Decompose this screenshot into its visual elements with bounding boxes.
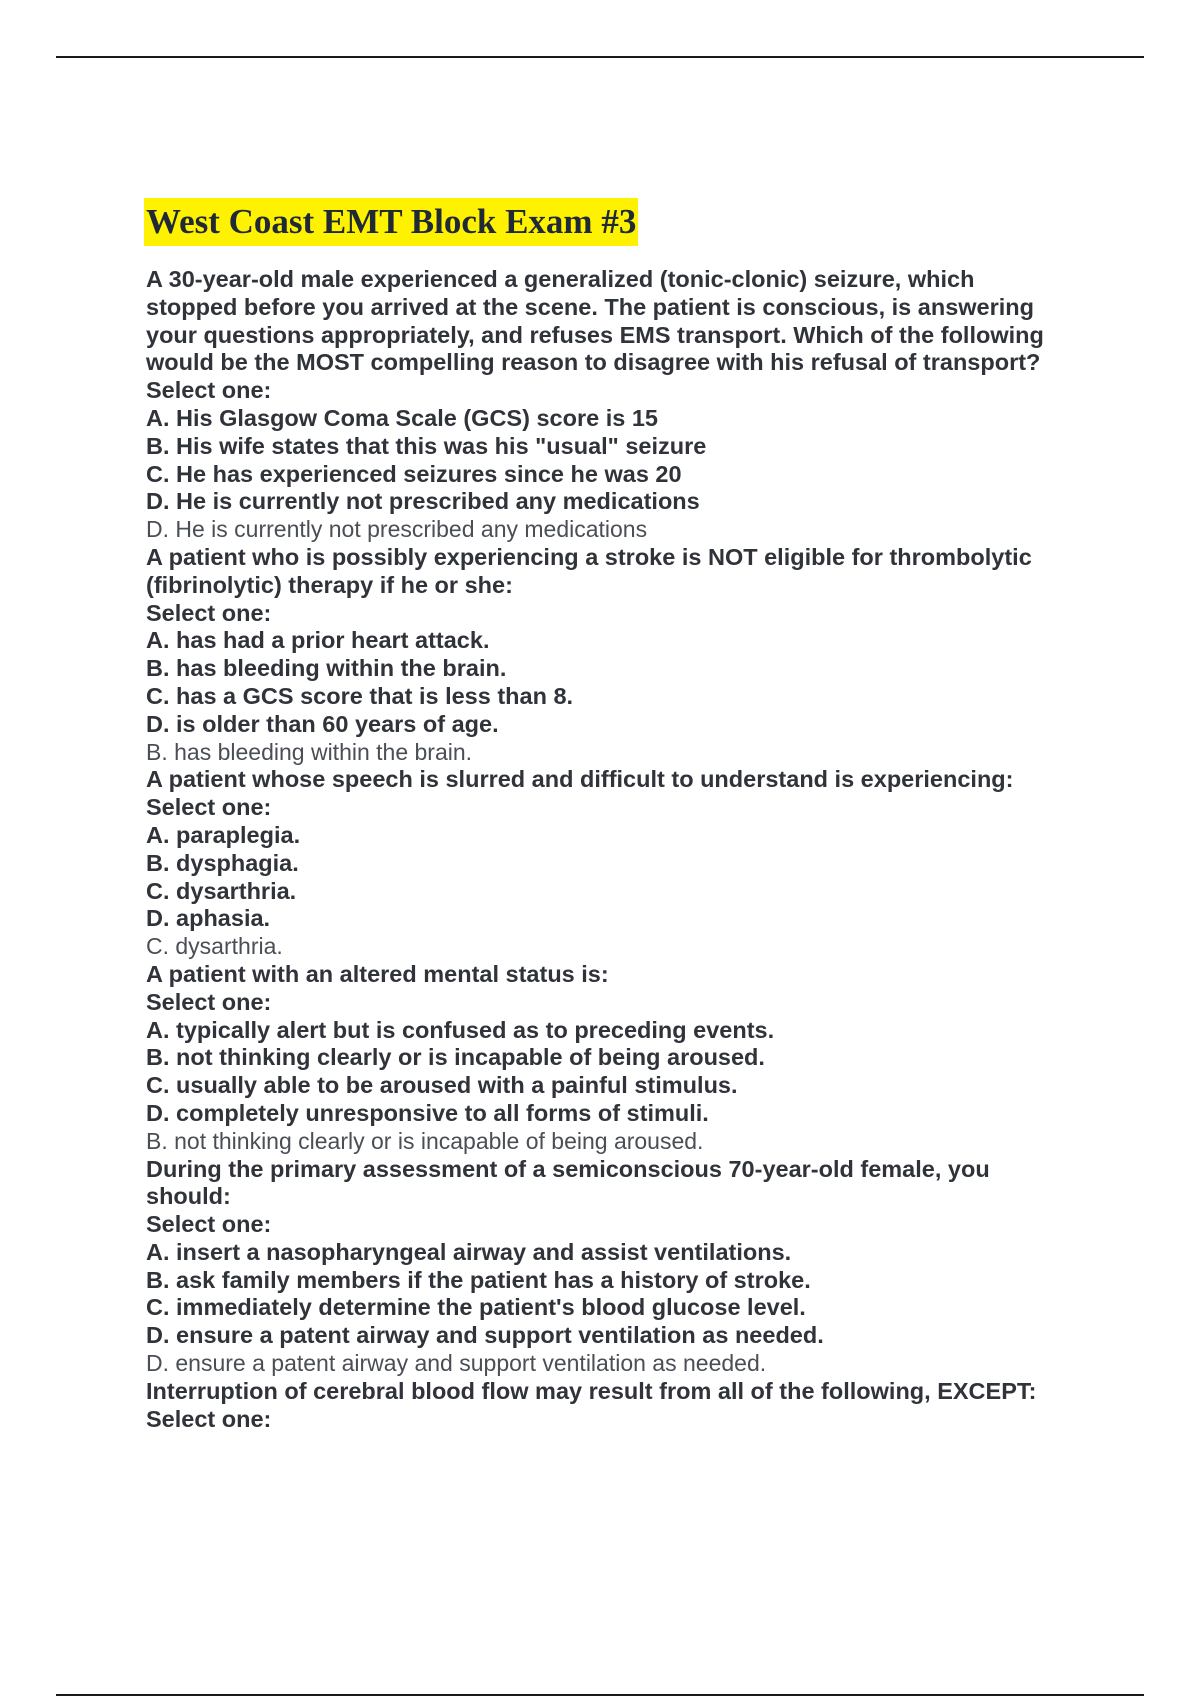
option-b: B. dysphagia. [146,849,299,876]
select-one-label: Select one: [146,1211,272,1238]
select-one-label: Select one: [146,794,272,821]
option-b: B. not thinking clearly or is incapable of being aroused. [146,1044,765,1071]
answer-text: D. He is currently not prescribed any medications [146,516,648,543]
option-d: D. is older than 60 years of age. [146,710,499,737]
question-stem-line: During the primary assessment of a semiconscious 70-year-old female, you [146,1155,990,1182]
question-stem-line: A patient who is possibly experiencing a stroke is NOT eligible for thrombolytic [146,543,1032,570]
option-a: A. typically alert but is confused as to preceding events. [146,1016,775,1043]
question-stem-line: should: [146,1183,231,1210]
answer-text: B. not thinking clearly or is incapable of being aroused. [146,1127,704,1154]
top-rule [56,56,1144,58]
question-2 [146,544,1086,766]
select-one-label: Select one: [146,377,272,404]
option-b: B. has bleeding within the brain. [146,655,507,682]
question-stem-line: A patient whose speech is slurred and difficult to understand is experiencing: [146,766,1014,793]
question-stem-line: stopped before you arrived at the scene. The patient is conscious, is answering [146,293,1035,320]
option-a: A. paraplegia. [146,821,301,848]
question-stem-line: your questions appropriately, and refuses EMS transport. Which of the following [146,321,1044,348]
answer-text: C. dysarthria. [146,933,283,960]
question-3 [146,766,1086,961]
option-c: C. has a GCS score that is less than 8. [146,682,574,709]
select-one-label: Select one: [146,599,272,626]
question-stem-line: Interruption of cerebral blood flow may result from all of the following, EXCEPT: [146,1377,1037,1404]
option-b: B. His wife states that this was his "usual" seizure [146,432,707,459]
option-a: A. His Glasgow Coma Scale (GCS) score is 15 [146,404,658,431]
question-stem-line: would be the MOST compelling reason to disagree with his refusal of transport? [146,349,1041,376]
question-5 [146,1156,1086,1378]
option-c: C. immediately determine the patient's blood glucose level. [146,1294,806,1321]
answer-text: D. ensure a patent airway and support ventilation as needed. [146,1350,767,1377]
option-a: A. has had a prior heart attack. [146,627,490,654]
option-d: D. ensure a patent airway and support ventilation as needed. [146,1322,824,1349]
question-6 [146,1378,1086,1434]
option-d: D. completely unresponsive to all forms of stimuli. [146,1099,709,1126]
option-d: D. aphasia. [146,905,271,932]
option-b: B. ask family members if the patient has a history of stroke. [146,1266,811,1293]
question-stem-line: A patient with an altered mental status is: [146,960,609,987]
bottom-rule [56,1694,1144,1696]
document-title: West Coast EMT Block Exam #3 [144,198,638,246]
option-a: A. insert a nasopharyngeal airway and assist ventilations. [146,1238,792,1265]
question-stem-line: A 30-year-old male experienced a generalized (tonic-clonic) seizure, which [146,266,975,292]
question-4 [146,961,1086,1156]
select-one-label: Select one: [146,1405,272,1432]
option-c: C. dysarthria. [146,877,297,904]
option-c: C. He has experienced seizures since he was 20 [146,460,682,487]
option-d: D. He is currently not prescribed any medications [146,488,700,515]
question-stem-line: (fibrinolytic) therapy if he or she: [146,571,513,598]
document-body [146,198,1086,1433]
option-c: C. usually able to be aroused with a painful stimulus. [146,1072,738,1099]
question-1 [146,266,1086,544]
answer-text: B. has bleeding within the brain. [146,738,473,765]
select-one-label: Select one: [146,988,272,1015]
